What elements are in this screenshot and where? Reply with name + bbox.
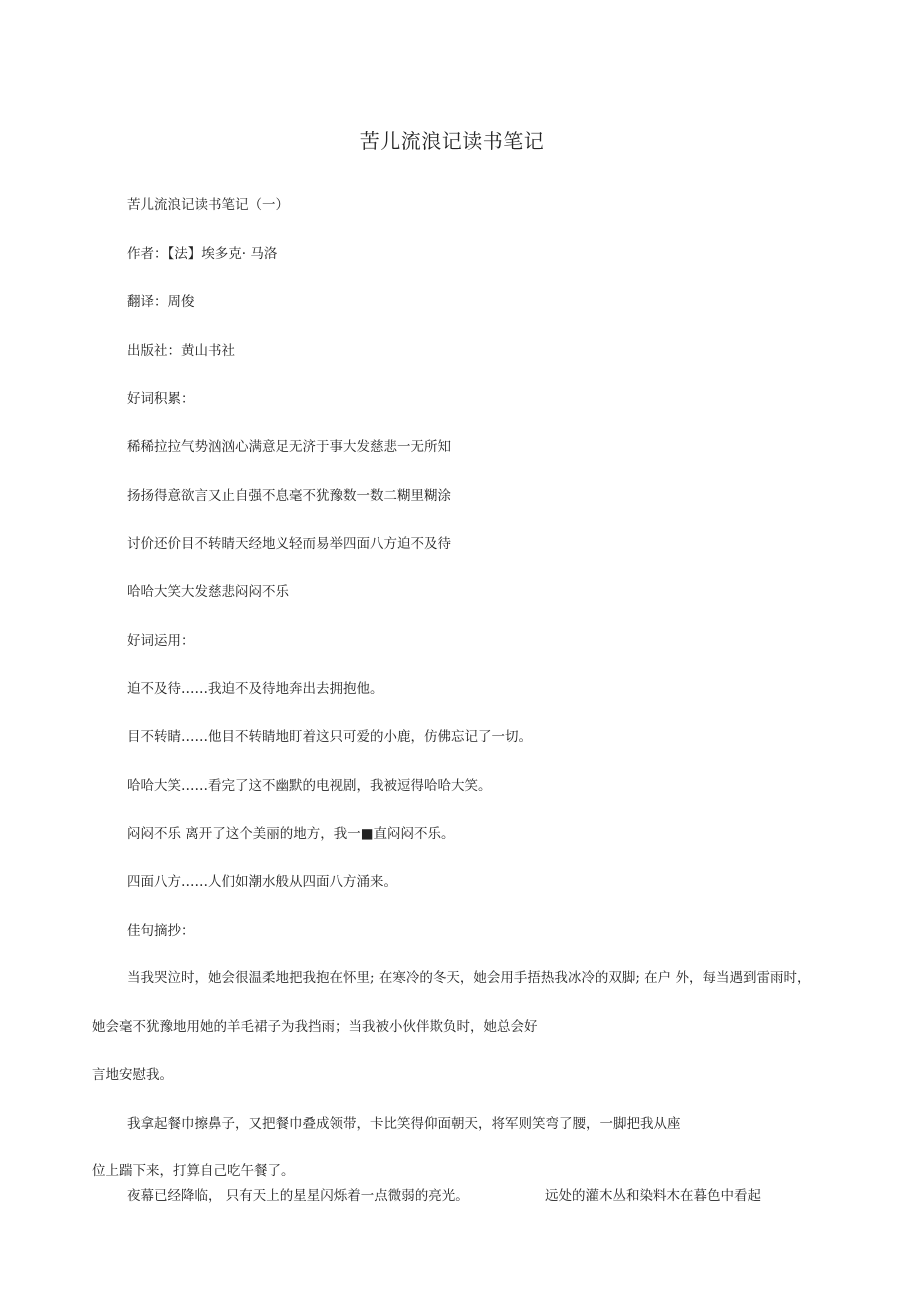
translator-line: 翻译：周俊	[127, 294, 195, 310]
word-usage-item: 目不转睛……他目不转睛地盯着这只可爱的小鹿，仿佛忘记了一切。	[127, 729, 532, 745]
good-words-row: 哈哈大笑大发慈悲闷闷不乐	[127, 584, 289, 600]
publisher-line: 出版社：黄山书社	[127, 343, 235, 359]
quote-line: 当我哭泣时，她会很温柔地把我抱在怀里; 在寒冷的冬天，她会用手捂热我冰冷的双脚; 在户 外，每当遇到雷雨时，	[127, 970, 811, 986]
word-usage-item: 四面八方……人们如潮水般从四面八方涌来。	[127, 874, 397, 890]
quote-line: 言地安慰我。	[92, 1067, 173, 1083]
good-words-row: 扬扬得意欲言又止自强不息毫不犹豫数一数二糊里糊涂	[127, 488, 451, 504]
good-words-heading: 好词积累：	[127, 391, 195, 407]
quote-line: 位上踹下来，打算自己吃午餐了。	[92, 1163, 295, 1179]
quote-line: 夜幕已经降临， 只有天上的星星闪烁着一点微弱的亮光。	[127, 1188, 469, 1204]
author-line: 作者：【法】埃多克· 马洛	[127, 246, 278, 262]
quote-line: 我拿起餐巾擦鼻子，又把餐巾叠成领带，卡比笑得仰面朝天，将军则笑弯了腰，一脚把我从座	[127, 1116, 681, 1132]
word-usage-item: 哈哈大笑……看完了这不幽默的电视剧，我被逗得哈哈大笑。	[127, 778, 492, 794]
quotes-heading: 佳句摘抄：	[127, 923, 195, 939]
word-usage-item: 迫不及待……我迫不及待地奔出去拥抱他。	[127, 681, 384, 697]
word-usage-item: 闷闷不乐 离开了这个美丽的地方，我一■直闷闷不乐。	[127, 826, 455, 842]
good-words-row: 稀稀拉拉气势汹汹心满意足无济于事大发慈悲一无所知	[127, 439, 451, 455]
quote-line-continuation: 远处的灌木丛和染料木在暮色中看起	[545, 1188, 761, 1204]
document-title: 苦儿流浪记读书笔记	[359, 129, 545, 153]
quote-line: 她会毫不犹豫地用她的羊毛裙子为我挡雨；当我被小伙伴欺负时，她总会好	[92, 1019, 538, 1035]
word-usage-heading: 好词运用：	[127, 633, 195, 649]
section-heading: 苦儿流浪记读书笔记（一）	[127, 197, 289, 213]
good-words-row: 讨价还价目不转睛天经地义轻而易举四面八方迫不及待	[127, 536, 451, 552]
